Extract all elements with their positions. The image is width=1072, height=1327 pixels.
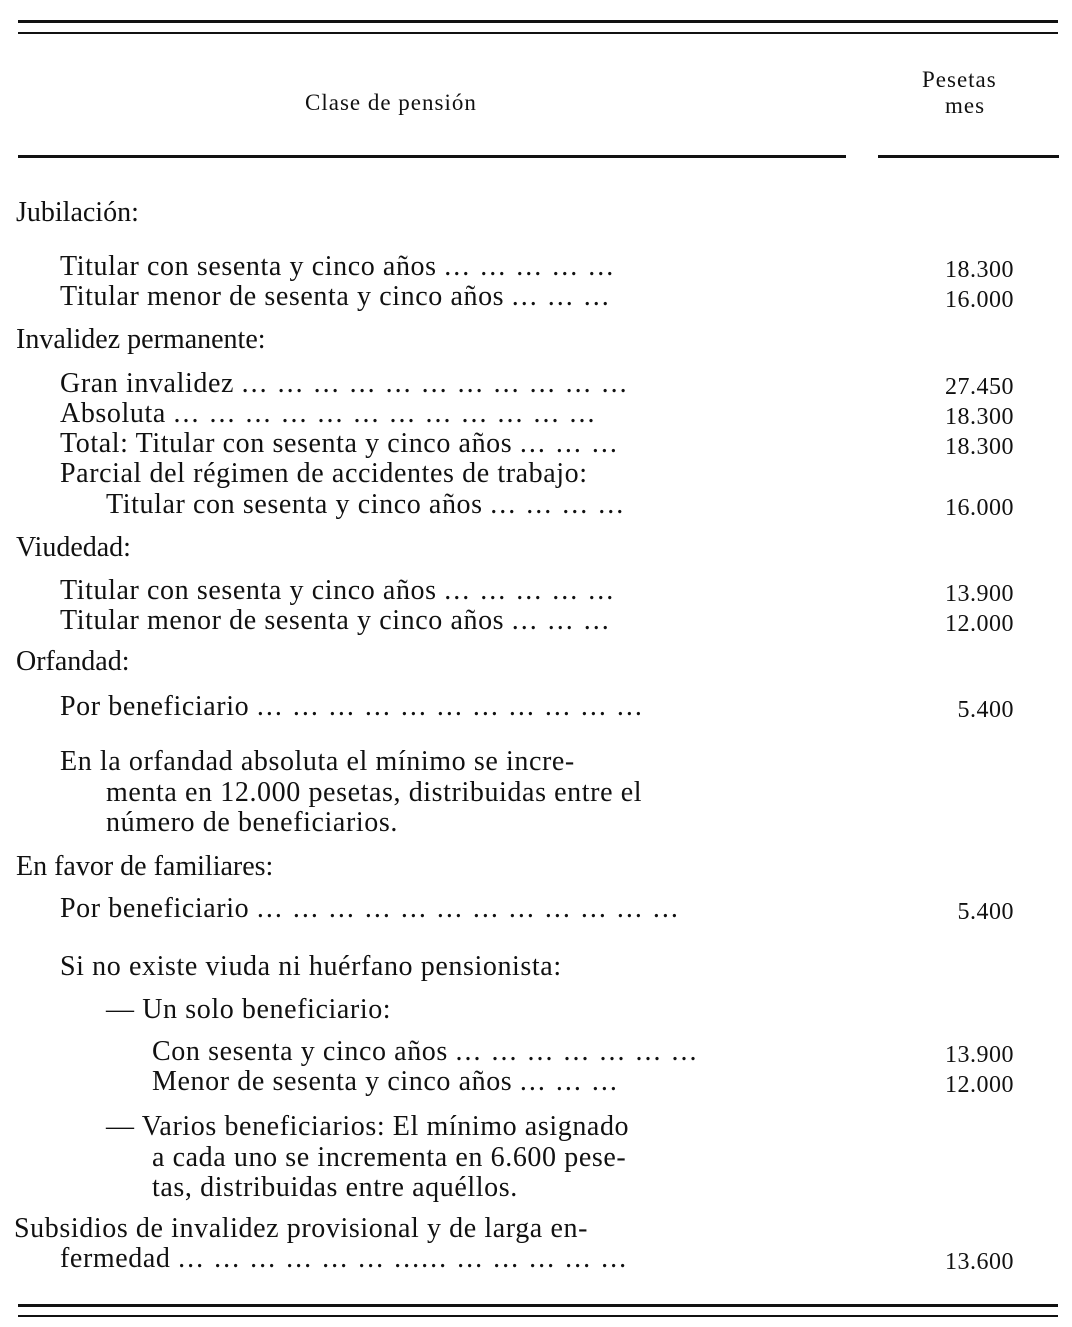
row-label: Titular menor de sesenta y cinco años ... ... ... <box>60 281 611 312</box>
header-rule-left <box>18 155 846 158</box>
note-line: a cada uno se incrementa en 6.600 pese- <box>152 1142 627 1173</box>
top-rule-2 <box>18 32 1058 34</box>
row-label: Por beneficiario ... ... ... ... ... ... ... ... ... ... ... <box>60 691 644 722</box>
category-subsidios: Subsidios de invalidez provisional y de larga en- <box>14 1213 588 1244</box>
subheading-line: — Varios beneficiarios: El mínimo asignado <box>106 1111 630 1142</box>
bottom-rule-1 <box>18 1304 1058 1307</box>
row-value: 13.900 <box>945 581 1014 607</box>
category-familiares: En favor de familiares: <box>16 851 274 882</box>
row-label: Titular menor de sesenta y cinco años ... ... ... <box>60 605 611 636</box>
row-label: Titular con sesenta y cinco años ... ... ... ... ... <box>60 251 616 282</box>
row-label: Titular con sesenta y cinco años ... ... ... ... ... <box>60 575 616 606</box>
row-label: Menor de sesenta y cinco años ... ... ... <box>152 1066 619 1097</box>
note-line: tas, distribuidas entre aquéllos. <box>152 1172 518 1203</box>
row-value: 18.300 <box>945 434 1014 460</box>
row-label: Con sesenta y cinco años ... ... ... ... ... ... ... <box>152 1036 699 1067</box>
subheading-line: — Un solo beneficiario: <box>106 994 392 1025</box>
row-value: 16.000 <box>945 495 1014 521</box>
note-line: menta en 12.000 pesetas, distribuidas entre el <box>106 777 643 808</box>
row-label: Titular con sesenta y cinco años ... ... ... ... <box>106 489 626 520</box>
row-label: Absoluta ... ... ... ... ... ... ... ... ... ... ... ... <box>60 398 597 429</box>
row-value: 12.000 <box>945 611 1014 637</box>
row-label: Total: Titular con sesenta y cinco años ... ... ... <box>60 428 619 459</box>
row-value: 18.300 <box>945 257 1014 283</box>
row-value: 13.900 <box>945 1042 1014 1068</box>
row-label: Parcial del régimen de accidentes de trabajo: <box>60 458 588 489</box>
row-value: 16.000 <box>945 287 1014 313</box>
column-header-clase: Clase de pensión <box>305 90 477 115</box>
note-line: En la orfandad absoluta el mínimo se incre- <box>60 746 575 777</box>
row-label: fermedad ... ... ... ... ... ... ...... ... ... ... ... ... <box>60 1243 629 1274</box>
row-value: 5.400 <box>957 899 1014 925</box>
row-value: 18.300 <box>945 404 1014 430</box>
row-label: Gran invalidez ... ... ... ... ... ... ... ... ... ... ... <box>60 368 629 399</box>
category-viudedad: Viudedad: <box>16 532 131 563</box>
row-value: 12.000 <box>945 1072 1014 1098</box>
note-line: número de beneficiarios. <box>106 807 398 838</box>
header-rule-right <box>878 155 1059 158</box>
category-invalidez: Invalidez permanente: <box>16 324 266 355</box>
top-rule-1 <box>18 20 1058 23</box>
column-header-pesetas: Pesetas <box>922 67 997 92</box>
row-label: Por beneficiario ... ... ... ... ... ... ... ... ... ... ... ... <box>60 893 680 924</box>
column-header-mes: mes <box>945 93 986 118</box>
bottom-rule-2 <box>18 1315 1058 1317</box>
row-value: 27.450 <box>945 374 1014 400</box>
category-orfandad: Orfandad: <box>16 646 130 677</box>
row-value: 5.400 <box>957 697 1014 723</box>
row-value: 13.600 <box>945 1249 1014 1275</box>
condition-line: Si no existe viuda ni huérfano pensionista: <box>60 951 562 982</box>
category-jubilacion: Jubilación: <box>16 197 139 228</box>
